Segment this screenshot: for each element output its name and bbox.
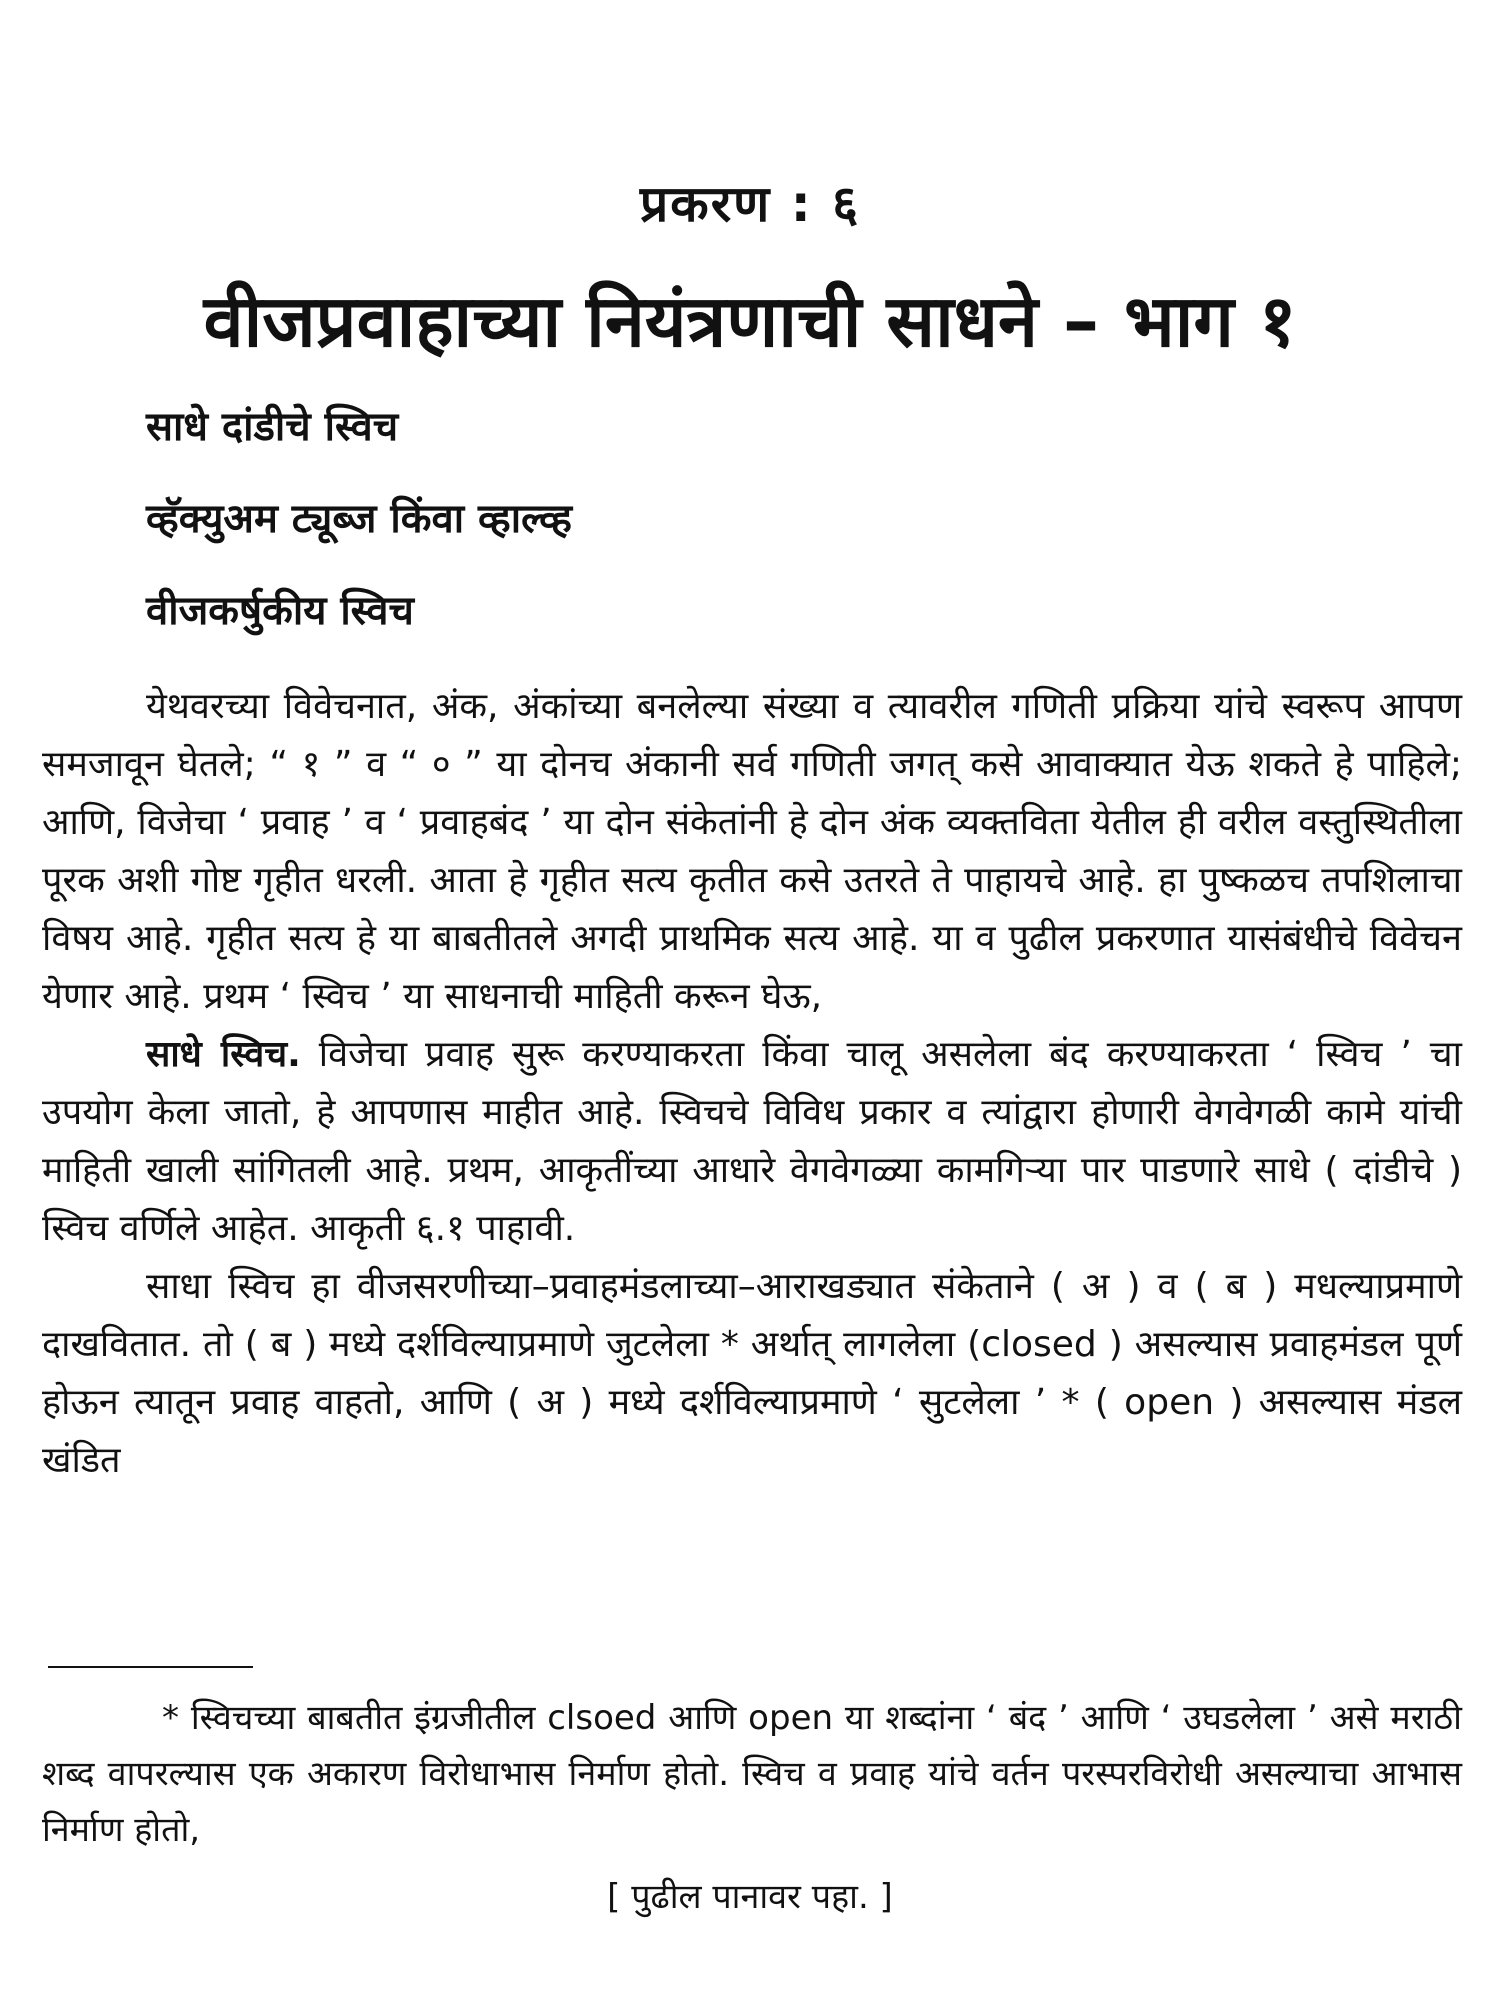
paragraph-text: येथवरच्या विवेचनात, अंक, अंकांच्या बनलेल्या संख्या व त्यावरील गणिती प्रक्रिया यांचे स्वरूप आपण समजावून घेतले; “ १ ” व “ ० ” या दोनच अंकानी सर्व गणिती जगत् कसे आवाक्यात येऊ शकते हे पाहिले; आणि, विजेचा ‘ प्रवाह ’ व ‘ प्रवाहबंद ’ या दोन संकेतांनी हे दोन अंक व्यक्तविता येतील ही वरील वस्तुस्थितीला पूरक अशी गोष्ट गृहीत धरली. आता हे गृहीत सत्य कृतीत कसे उतरते ते पाहायचे आहे. हा पुष्कळच तपशिलाचा विषय आहे. गृहीत सत्य हे या बाबतीतले अगदी प्राथमिक सत्य आहे. या व पुढील प्रकरणात यासंबंधीचे विवेचन येणार आहे. प्रथम ‘ स्विच ’ या साधनाची माहिती करून घेऊ,: [42, 686, 1462, 1017]
paragraph-text: साधा स्विच हा वीजसरणीच्या–प्रवाहमंडलाच्या–आराखड्यात संकेताने ( अ ) व ( ब ) मधल्याप्रमाणे दाखवितात. तो ( ब ) मध्ये दर्शविल्याप्रमाणे जुटलेला * अर्थात् लागलेला (closed ) असल्यास प्रवाहमंडल पूर्ण होऊन त्यातून प्रवाह वाहतो, आणि ( अ ) मध्ये दर्शविल्याप्रमाणे ‘ सुटलेला ’ * ( open ) असल्यास मंडल खंडित: [42, 1266, 1462, 1481]
paragraph-intro: [42, 678, 1462, 1026]
topic-item: व्हॅक्युअम ट्यूब्ज किंवा व्हाल्व्ह: [146, 496, 572, 542]
paragraph-switch-symbol: [42, 1258, 1462, 1490]
chapter-label: प्रकरण : ६: [639, 175, 861, 233]
chapter-title: वीजप्रवाहाच्या नियंत्रणाची साधने – भाग १: [203, 279, 1297, 363]
paragraph-simple-switch: [42, 1026, 1462, 1258]
topic-item: साधे दांडीचे स्विच: [146, 404, 399, 450]
body-text: [42, 678, 1462, 1490]
continued-note: [ पुढील पानावर पहा. ]: [607, 1877, 893, 1917]
paragraph-lead: साधे स्विच.: [146, 1034, 301, 1075]
topic-item: वीजकर्षुकीय स्विच: [146, 588, 414, 634]
paragraph-text: विजेचा प्रवाह सुरू करण्याकरता किंवा चालू असलेला बंद करण्याकरता ‘ स्विच ’ चा उपयोग केला जातो, हे आपणास माहीत आहे. स्विचचे विविध प्रकार व त्यांद्वारा होणारी वेगवेगळी कामे यांची माहिती खाली सांगितली आहे. प्रथम, आकृतींच्या आधारे वेगवेगळ्या कामगिऱ्या पार पाडणारे साधे ( दांडीचे ) स्विच वर्णिले आहेत. आकृती ६.१ पाहावी.: [42, 1034, 1462, 1249]
footnote-divider: [48, 1666, 253, 1668]
topic-list: [146, 405, 572, 681]
footnote: * स्विचच्या बाबतीत इंग्रजीतील clsoed आणि open या शब्दांना ‘ बंद ’ आणि ‘ उघडलेला ’ असे मराठी शब्द वापरल्यास एक अकारण विरोधाभास निर्माण होतो. स्विच व प्रवाह यांचे वर्तन परस्परविरोधी असल्याचा आभास निर्माण होतो,: [42, 1698, 1462, 1850]
